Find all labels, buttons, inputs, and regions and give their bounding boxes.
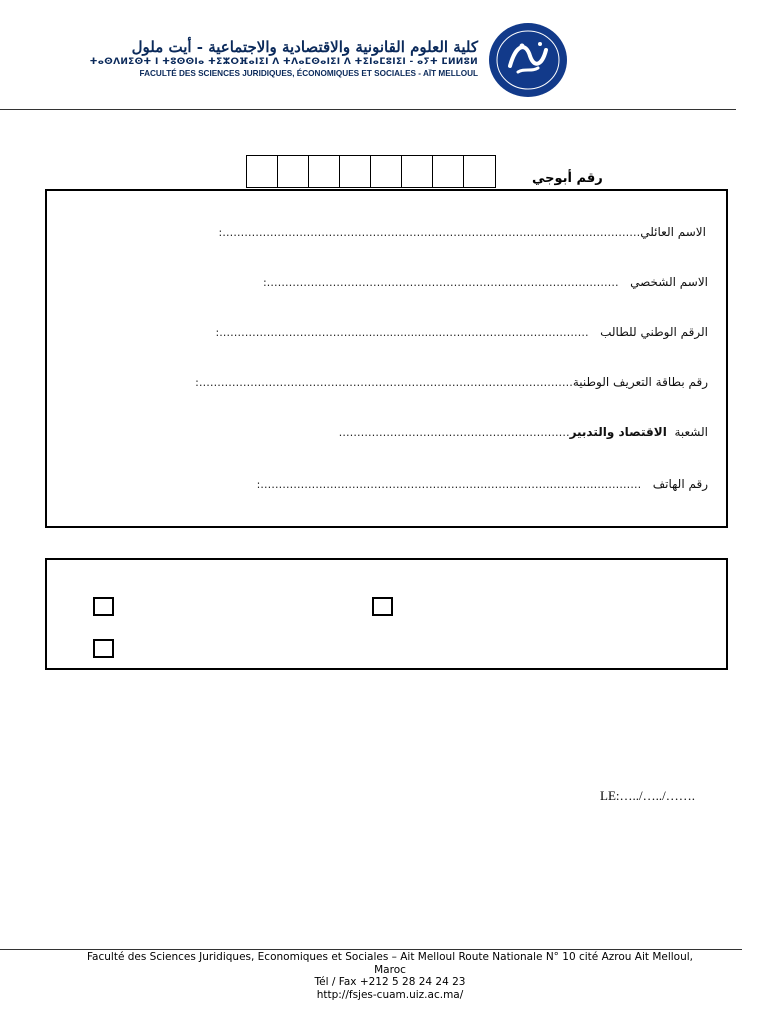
field-first-name[interactable] bbox=[263, 275, 708, 293]
field-first-name-dots: ……………………………………………………………………………………: bbox=[262, 276, 619, 289]
option-checkbox-2[interactable] bbox=[372, 597, 393, 616]
field-phone-number[interactable] bbox=[257, 477, 708, 495]
footer bbox=[40, 951, 740, 1001]
field-student-national-number[interactable] bbox=[216, 325, 708, 343]
student-info-box bbox=[45, 189, 728, 528]
date-line: LE:…../…../……. bbox=[600, 788, 695, 803]
field-branch[interactable] bbox=[339, 425, 708, 443]
university-logo bbox=[488, 22, 568, 98]
field-branch-dots: ……………………………………………………… bbox=[338, 426, 570, 439]
footer-divider bbox=[0, 949, 742, 950]
apogee-digit-box[interactable] bbox=[309, 156, 340, 187]
apogee-digit-box[interactable] bbox=[371, 156, 402, 187]
faculty-tifinagh-name: ⵜⴰⵙⴷⵍⵉⵙⵜ ⵏ ⵜⵓⵙⵙⵏⴰ ⵜⵉⵣⵔⴼⴰⵏⵉⵏ ⴷ ⵜⴷⴰⵎⵙⴰⵏⵉⵏ ⴷ ⵜⵉⵏⴰⵎⵓⵏⵉⵏ - ⴰⵢⵜ ⵎⵍⵍⵓⵍ bbox=[89, 57, 478, 67]
options-box bbox=[45, 558, 728, 670]
field-student-national-number-label: الرقم الوطني للطالب bbox=[600, 325, 708, 339]
field-national-id-card[interactable] bbox=[195, 375, 708, 393]
apogee-digit-box[interactable] bbox=[340, 156, 371, 187]
field-student-national-number-dots: …………………………………..........................……………………………….: bbox=[215, 326, 589, 339]
footer-phone: Tél / Fax +212 5 28 24 24 23 bbox=[314, 976, 466, 988]
field-family-name-label: الاسم العائلي bbox=[640, 225, 706, 239]
field-branch-label: الشعبة bbox=[674, 425, 708, 439]
field-first-name-label: الاسم الشخصي bbox=[630, 275, 708, 289]
field-phone-number-label: رقم الهاتف bbox=[652, 477, 708, 491]
apogee-digit-box[interactable] bbox=[464, 156, 495, 187]
apogee-digit-box[interactable] bbox=[247, 156, 278, 187]
footer-country: Maroc bbox=[374, 963, 406, 976]
field-national-id-card-label: رقم بطاقة التعريف الوطنية bbox=[572, 375, 708, 389]
apogee-digit-box[interactable] bbox=[402, 156, 433, 187]
footer-address: Faculté des Sciences Juridiques, Economiques et Sociales – Ait Melloul Route Nationale N° 10 cité Azrou Ait Melloul, bbox=[86, 951, 694, 963]
faculty-arabic-name: كلية العلوم القانونية والاقتصادية والاجتماعية - أيت ملول bbox=[131, 38, 478, 56]
field-phone-number-dots: ……………………………………..……………………………………………………: bbox=[256, 478, 642, 491]
faculty-french-name: FACULTÉ DES SCIENCES JURIDIQUES, ÉCONOMIQUES ET SOCIALES - AÏT MELLOUL bbox=[139, 69, 478, 78]
field-national-id-card-dots: …………………………………………………………………………………………: bbox=[195, 376, 573, 389]
option-checkbox-3[interactable] bbox=[93, 639, 114, 658]
footer-website-link[interactable]: http://fsjes-cuam.uiz.ac.ma/ bbox=[316, 988, 464, 1001]
field-family-name[interactable] bbox=[218, 225, 706, 243]
option-checkbox-1[interactable] bbox=[93, 597, 114, 616]
apogee-number-boxes[interactable] bbox=[246, 155, 496, 188]
header-divider bbox=[0, 109, 736, 110]
field-family-name-dots: ……………………………………………………………………………………………………: bbox=[218, 226, 641, 239]
apogee-digit-box[interactable] bbox=[433, 156, 464, 187]
apogee-digit-box[interactable] bbox=[278, 156, 309, 187]
apogee-label: رقم أبوجي bbox=[532, 171, 603, 186]
field-branch-value: الاقتصاد والتدبير bbox=[569, 425, 667, 439]
